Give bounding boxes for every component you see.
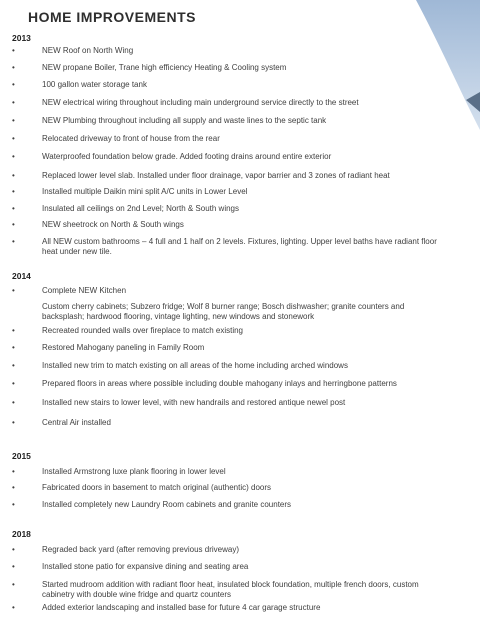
list-item xyxy=(12,98,442,108)
list-item xyxy=(12,545,442,555)
list-item-text: Insulated all ceilings on 2nd Level; North & South wings xyxy=(42,204,240,213)
list-item xyxy=(12,220,442,230)
bullet-icon: • xyxy=(12,343,15,352)
list-item xyxy=(12,116,442,126)
bullet-icon: • xyxy=(12,171,15,180)
bullet-icon: • xyxy=(12,326,15,335)
list-item-text: Custom cherry cabinets; Subzero fridge; Wolf 8 burner range; Bosch dishwasher; granite counters and backsplash; hardwood flooring, vintage lighting, new windows and stonework xyxy=(42,302,405,321)
list-item xyxy=(12,398,442,408)
list-item xyxy=(12,562,442,572)
bullet-icon: • xyxy=(12,98,15,107)
list-item-text: Installed stone patio for expansive dining and seating area xyxy=(42,562,249,571)
year-heading-2014: 2014 xyxy=(12,271,31,281)
bullet-icon: • xyxy=(12,134,15,143)
bullet-icon: • xyxy=(12,562,15,571)
year-heading-2013: 2013 xyxy=(12,33,31,43)
list-item-text: Added exterior landscaping and installed base for future 4 car garage structure xyxy=(42,603,321,612)
list-item xyxy=(12,343,442,353)
list-item-text: Prepared floors in areas where possible including double mahogany inlays and herringbone patterns xyxy=(42,379,397,388)
list-item xyxy=(12,302,442,322)
list-item xyxy=(12,580,442,600)
list-item xyxy=(12,326,442,336)
list-item-text: All NEW custom bathrooms – 4 full and 1 half on 2 levels. Fixtures, lighting. Upper level baths have radiant floor heat under new tile. xyxy=(42,237,437,256)
bullet-icon: • xyxy=(12,379,15,388)
bullet-icon: • xyxy=(12,398,15,407)
list-item-text: NEW sheetrock on North & South wings xyxy=(42,220,184,229)
list-item-text: Installed new stairs to lower level, with new handrails and restored antique newel post xyxy=(42,398,346,407)
list-item-text: Fabricated doors in basement to match original (authentic) doors xyxy=(42,483,272,492)
list-item xyxy=(12,134,442,144)
bullet-icon: • xyxy=(12,467,15,476)
bullet-icon: • xyxy=(12,545,15,554)
bullet-icon: • xyxy=(12,220,15,229)
bullet-icon: • xyxy=(12,603,15,612)
bullet-icon: • xyxy=(12,286,15,295)
list-item-text: Central Air installed xyxy=(42,418,111,427)
list-item xyxy=(12,171,442,181)
list-item xyxy=(12,467,442,477)
list-item-text: 100 gallon water storage tank xyxy=(42,80,147,89)
bullet-icon: • xyxy=(12,63,15,72)
list-item xyxy=(12,204,442,214)
page-title: HOME IMPROVEMENTS xyxy=(28,9,196,25)
bullet-icon: • xyxy=(12,187,15,196)
list-item xyxy=(12,80,442,90)
bullet-icon: • xyxy=(12,152,15,161)
list-item-text: NEW propane Boiler, Trane high efficiency Heating & Cooling system xyxy=(42,63,287,72)
bullet-icon: • xyxy=(12,580,15,589)
bullet-icon: • xyxy=(12,46,15,55)
bullet-icon: • xyxy=(12,483,15,492)
bullet-icon: • xyxy=(12,80,15,89)
list-item xyxy=(12,483,442,493)
list-item xyxy=(12,187,442,197)
list-item-text: Waterproofed foundation below grade. Added footing drains around entire exterior xyxy=(42,152,332,161)
list-item-text: NEW electrical wiring throughout including main underground service directly to the street xyxy=(42,98,359,107)
list-item-text: Regraded back yard (after removing previous driveway) xyxy=(42,545,239,554)
list-item xyxy=(12,418,442,428)
list-item-text: Installed multiple Daikin mini split A/C units in Lower Level xyxy=(42,187,248,196)
list-item xyxy=(12,46,442,56)
year-heading-2018: 2018 xyxy=(12,529,31,539)
list-item-text: NEW Plumbing throughout including all supply and waste lines to the septic tank xyxy=(42,116,327,125)
list-item-text: Installed new trim to match existing on all areas of the home including arched windows xyxy=(42,361,348,370)
list-item-text: Complete NEW Kitchen xyxy=(42,286,127,295)
list-item xyxy=(12,152,442,162)
list-item xyxy=(12,500,442,510)
list-item xyxy=(12,379,442,389)
list-item-text: Installed Armstrong luxe plank flooring in lower level xyxy=(42,467,226,476)
list-item xyxy=(12,237,442,257)
list-item-text: Restored Mahogany paneling in Family Room xyxy=(42,343,205,352)
list-item-text: Replaced lower level slab. Installed under floor drainage, vapor barrier and 3 zones of radiant heat xyxy=(42,171,390,180)
list-item-text: Relocated driveway to front of house from the rear xyxy=(42,134,220,143)
bullet-icon: • xyxy=(12,500,15,509)
list-item xyxy=(12,286,442,296)
bullet-icon: • xyxy=(12,418,15,427)
list-item xyxy=(12,63,442,73)
list-item-text: Recreated rounded walls over fireplace to match existing xyxy=(42,326,243,335)
list-item xyxy=(12,361,442,371)
bullet-icon: • xyxy=(12,116,15,125)
bullet-icon: • xyxy=(12,237,15,246)
list-item-text: Installed completely new Laundry Room cabinets and granite counters xyxy=(42,500,292,509)
bullet-icon: • xyxy=(12,361,15,370)
list-item xyxy=(12,603,442,613)
bullet-icon: • xyxy=(12,204,15,213)
list-item-text: NEW Roof on North Wing xyxy=(42,46,134,55)
list-item-text: Started mudroom addition with radiant floor heat, insulated block foundation, multiple french doors, custom cabinetry with double wine fridge and quartz counters xyxy=(42,580,419,599)
year-heading-2015: 2015 xyxy=(12,451,31,461)
